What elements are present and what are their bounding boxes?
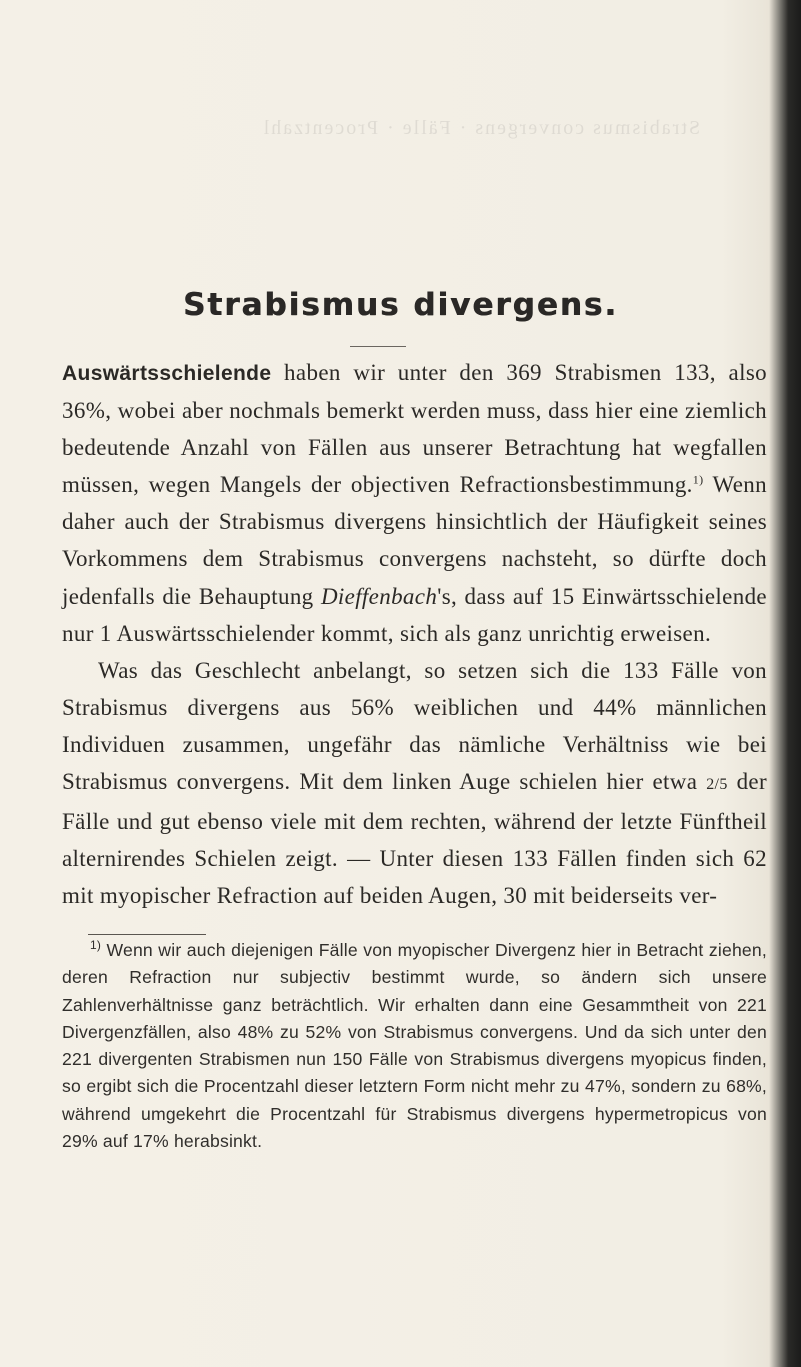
footnote-paragraph xyxy=(62,937,767,1155)
footnote-text: Wenn wir auch diejenigen Fälle von myopischer Divergenz hier in Betracht ziehen, deren Refraction nur subjectiv bestimmt wurde, so ändern sich unsere Zahlenverhältnisse ganz beträchtlich. Wir erhalten dann eine Gesammtheit von 221 Divergenzfällen, also 48% zu 52% von Strabismus convergens. Und da sich unter den 221 divergenten Strabismen nun 150 Fälle von Strabismus divergens myopicus finden, so ergibt sich die Procentzahl dieser letztern Form nicht mehr zu 47%, sondern zu 68%, während umgekehrt die Procentzahl für Strabismus divergens hypermetropicus von 29% auf 17% herabsinkt. xyxy=(62,940,767,1152)
paragraph-2 xyxy=(62,652,767,915)
paragraph-1-text-2: Wenn daher auch der Strabismus divergens hinsichtlich der Häufigkeit seines Vorkommens dem Strabismus convergens nachsteht, so dürfte doch jedenfalls die Behauptung xyxy=(62,472,767,609)
paragraph-1 xyxy=(62,354,767,652)
footnote-reference: 1) xyxy=(692,472,704,487)
author-name: Dieffenbach xyxy=(320,583,438,609)
paragraph-1-text-3: 's, dass auf 15 Einwärtsschielende nur 1 Auswärtsschielender kommt, sich als ganz unrichtig erweisen. xyxy=(62,583,767,646)
fraction: 2/5 xyxy=(706,776,728,794)
bleed-through-text: Strabismus convergens · Fälle · Procentzahl xyxy=(261,117,700,139)
footnote xyxy=(62,937,767,1155)
footnote-rule xyxy=(88,934,206,935)
paragraph-2-text-b: der Fälle und gut ebenso viele mit dem rechten, während der letzte Fünftheil alternirendes Schielen zeigt. — Unter diesen 133 Fällen finden sich 62 mit myopischer Refraction auf beiden Augen, 30 mit beiderseits ver- xyxy=(62,769,767,909)
paragraph-2-text-a: Was das Geschlecht anbelangt, so setzen sich die 133 Fälle von Strabismus divergens aus 56% weiblichen und 44% männlichen Individuen zusammen, ungefähr das nämliche Verhältniss wie bei Strabismus convergens. Mit dem linken Auge schielen hier etwa xyxy=(62,657,767,795)
title-underline xyxy=(350,346,406,347)
paragraph-1-text: haben wir unter den 369 Strabismen 133, also 36%, wobei aber nochmals bemerkt werden muss, dass hier eine ziemlich bedeutende Anzahl von Fällen aus unserer Betrachtung hat wegfallen müssen, wegen Mangels der objectiven Refractionsbestimmung. xyxy=(62,360,767,498)
lead-term: Auswärtsschielende xyxy=(62,362,272,385)
body-text xyxy=(62,354,767,914)
chapter-title: Strabismus divergens. xyxy=(182,287,619,323)
footnote-mark: 1) xyxy=(90,938,102,953)
